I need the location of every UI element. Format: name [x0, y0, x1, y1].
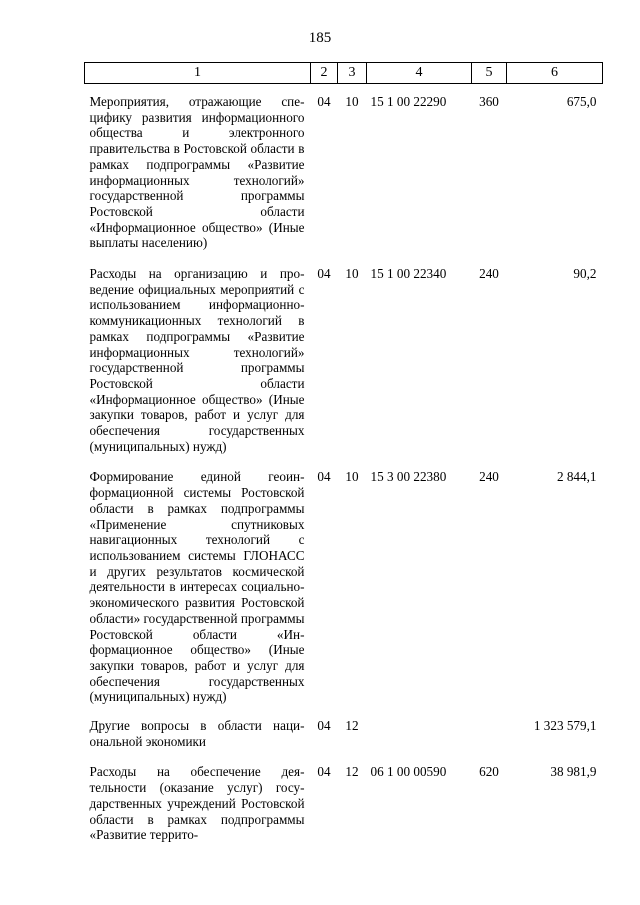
row-subsection: 12 [345, 764, 359, 780]
row-amount: 2 844,1 [556, 469, 597, 485]
row-amount: 1 323 579,1 [533, 718, 597, 734]
row-amount: 90,2 [573, 266, 597, 282]
row-description: Мероприятия, отражающие специфику развития информационного общества и электронного правительства в Ростовской области в рамках подпрограммы «Развитие информационных технологий» государственной программы Ростовской области «Информационное общество» (Иные выплаты населению) [89, 94, 305, 251]
row-expense-type: 240 [479, 469, 499, 485]
row-subsection: 12 [345, 718, 359, 734]
row-target-article: 15 3 00 22380 [370, 469, 447, 485]
row-amount: 675,0 [566, 94, 597, 109]
row-section: 04 [317, 718, 331, 734]
row-target-article: 15 1 00 22340 [370, 266, 447, 282]
row-expense-type: 360 [479, 94, 499, 109]
row-amount: 38 981,9 [550, 764, 597, 780]
row-expense-type: 240 [479, 266, 499, 282]
row-description: Расходы на обеспечение деятельности (оказание услуг) государственных учреждений Ростовской области в рамках подпрограммы «Развитие террито- [89, 764, 305, 843]
row-description: Другие вопросы в области национальной экономики [89, 718, 305, 749]
row-section: 04 [317, 266, 331, 282]
header-cell-section: 2 [311, 63, 338, 84]
table-row [85, 454, 603, 705]
row-expense-type: 620 [479, 764, 499, 780]
page-number: 185 [308, 30, 332, 46]
row-description: Формирование единой геоинформационной системы Ростовской области в рамках подпрограммы «Применение спутниковых навигационных технологий с использованием системы ГЛОНАСС и других результатов космической деятельности в интересах социально-экономического развития Ростовской области» государственной программы Ростовской области «Информационное общество» (Иные закупки товаров, работ и услуг для обеспечения государственных (муниципальных) нужд) [89, 469, 305, 705]
header-cell-target-article: 4 [367, 63, 472, 84]
header-cell-description: 1 [85, 63, 311, 84]
table-row [85, 749, 603, 843]
budget-table [84, 62, 603, 843]
row-section: 04 [317, 469, 331, 485]
row-section: 04 [317, 94, 331, 109]
table-row [85, 251, 603, 454]
row-section: 04 [317, 764, 331, 780]
row-expense-type [472, 705, 507, 749]
header-cell-expense-type: 5 [472, 63, 507, 84]
table-row [85, 84, 603, 252]
header-row [85, 63, 603, 84]
header-cell-subsection: 3 [338, 63, 367, 84]
header-cell-amount: 6 [507, 63, 603, 84]
table-row [85, 705, 603, 749]
row-target-article: 06 1 00 00590 [370, 764, 447, 780]
row-subsection: 10 [345, 94, 359, 109]
row-description: Расходы на организацию и проведение официальных мероприятий с использованием информационно-коммуникационных технологий в рамках подпрограммы «Развитие информационных технологий» государственной программы Ростовской области «Информационное общество» (Иные закупки товаров, работ и услуг для обеспечения государственных (муниципальных) нужд) [89, 266, 305, 454]
row-subsection: 10 [345, 266, 359, 282]
row-target-article [367, 705, 472, 749]
row-subsection: 10 [345, 469, 359, 485]
row-target-article: 15 1 00 22290 [370, 94, 447, 109]
